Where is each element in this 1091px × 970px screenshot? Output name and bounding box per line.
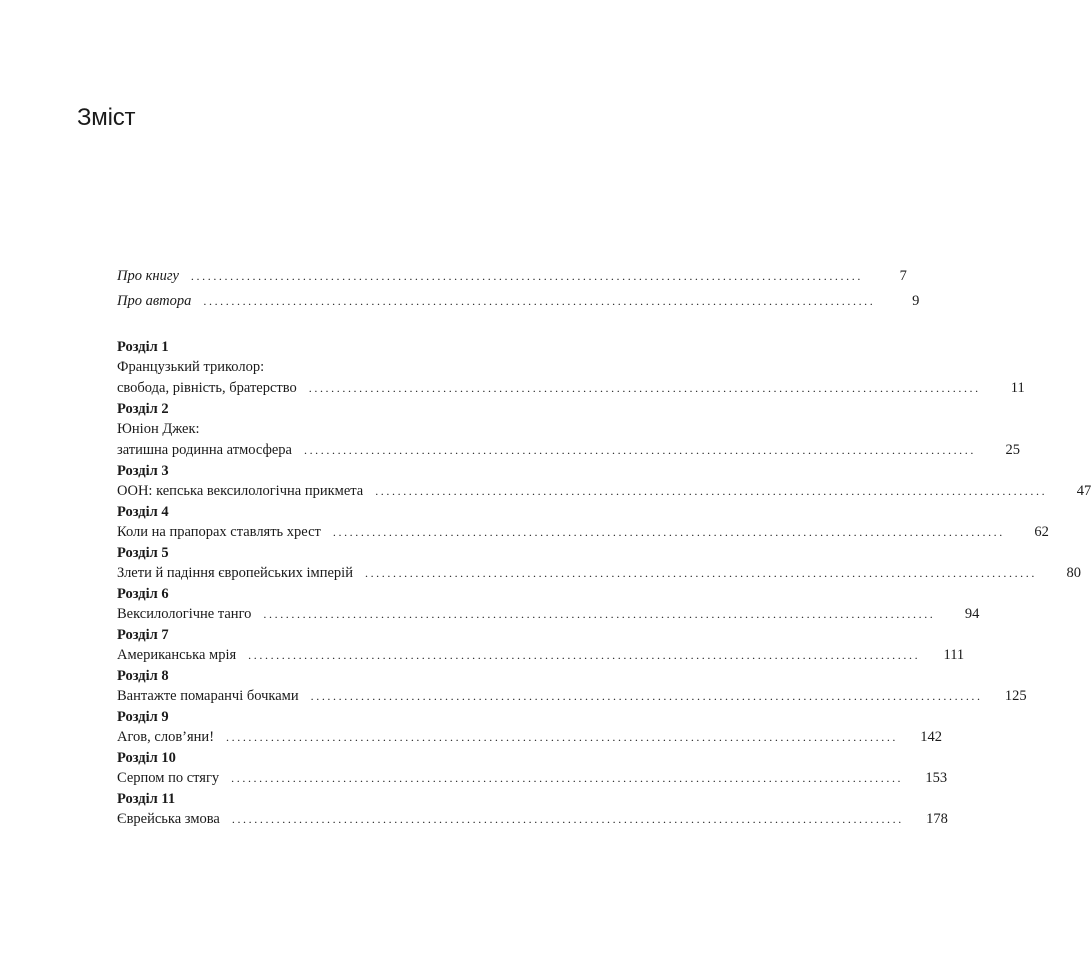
chapter-label: Розділ 10 xyxy=(117,750,176,766)
chapter-title: Вантажте помаранчі бочками xyxy=(117,688,299,704)
chapter-title: Злети й падіння європейських імперій xyxy=(117,565,353,581)
dot-leader: ........................................................................................................................ xyxy=(231,771,904,785)
chapter-label: Розділ 11 xyxy=(117,791,176,807)
chapter-title: Американська мрія xyxy=(117,647,237,663)
chapter-title-row xyxy=(117,809,948,830)
chapter-entry[interactable] xyxy=(117,707,943,748)
chapter-entry[interactable] xyxy=(117,666,1027,707)
chapter-list xyxy=(117,337,1091,830)
chapter-entry[interactable] xyxy=(117,502,1049,543)
chapter-entry[interactable] xyxy=(117,337,1025,399)
chapter-entry[interactable] xyxy=(117,789,948,830)
chapter-page: 153 xyxy=(925,770,948,786)
chapter-label: Розділ 4 xyxy=(117,504,169,520)
dot-leader: ........................................................................................................................ xyxy=(263,607,936,621)
chapter-title-row xyxy=(117,440,1020,461)
chapter-page: 25 xyxy=(1005,442,1020,458)
chapter-title-row xyxy=(117,604,980,625)
page-title: Зміст xyxy=(77,104,136,132)
dot-leader: ........................................................................................................................ xyxy=(203,294,876,308)
chapter-page: 11 xyxy=(1010,380,1025,396)
front-matter-list xyxy=(117,266,920,312)
chapter-title: свобода, рівність, братерство xyxy=(117,380,297,396)
chapter-title: Єврейська змова xyxy=(117,811,220,827)
chapter-title: Серпом по стягу xyxy=(117,770,220,786)
chapter-label: Розділ 9 xyxy=(117,709,169,725)
chapter-title: ООН: кепська вексилологічна прикмета xyxy=(117,483,364,499)
chapter-title-row xyxy=(117,522,1049,543)
chapter-title: Агов, слов’яни! xyxy=(117,729,215,745)
chapter-title-row xyxy=(117,686,1027,707)
chapter-page: 80 xyxy=(1066,565,1081,581)
chapter-label: Розділ 5 xyxy=(117,545,169,561)
toc-entry[interactable] xyxy=(117,266,907,287)
chapter-title: Коли на прапорах ставлять хрест xyxy=(117,524,321,540)
dot-leader: ........................................................................................................................ xyxy=(248,648,921,662)
chapter-label: Розділ 3 xyxy=(117,463,169,479)
dot-leader: ........................................................................................................................ xyxy=(364,566,1037,580)
toc-entry[interactable] xyxy=(117,291,920,312)
dot-leader: ........................................................................................................................ xyxy=(375,484,1048,498)
chapter-entry[interactable] xyxy=(117,584,980,625)
chapter-entry[interactable] xyxy=(117,748,948,789)
chapter-entry[interactable] xyxy=(117,461,1091,502)
chapter-page: 111 xyxy=(943,647,965,663)
chapter-title-line: Юніон Джек: xyxy=(117,421,200,437)
chapter-title-row xyxy=(117,645,965,666)
chapter-entry[interactable] xyxy=(117,399,1020,461)
toc-entry-page: 9 xyxy=(912,293,920,309)
chapter-title: затишна родинна атмосфера xyxy=(117,442,292,458)
chapter-label: Розділ 1 xyxy=(117,339,169,355)
chapter-title-row xyxy=(117,768,948,789)
chapter-title: Вексилологічне танго xyxy=(117,606,252,622)
chapter-label: Розділ 8 xyxy=(117,668,169,684)
chapter-title-row xyxy=(117,727,943,748)
dot-leader: ........................................................................................................................ xyxy=(190,269,863,283)
chapter-entry[interactable] xyxy=(117,543,1081,584)
chapter-label: Розділ 6 xyxy=(117,586,169,602)
chapter-page: 62 xyxy=(1034,524,1049,540)
toc-entry-title: Про книгу xyxy=(117,268,179,284)
chapter-title-row xyxy=(117,378,1025,399)
toc-entry-title: Про автора xyxy=(117,293,192,309)
chapter-label: Розділ 2 xyxy=(117,401,169,417)
chapter-page: 47 xyxy=(1076,483,1091,499)
chapter-page: 178 xyxy=(926,811,948,827)
chapter-title-row xyxy=(117,481,1091,502)
chapter-title-row xyxy=(117,563,1081,584)
dot-leader: ........................................................................................................................ xyxy=(226,730,899,744)
chapter-page: 94 xyxy=(964,606,980,622)
toc-entry-page: 7 xyxy=(899,268,907,284)
table-of-contents xyxy=(117,266,1091,830)
dot-leader: ........................................................................................................................ xyxy=(310,689,983,703)
dot-leader: ........................................................................................................................ xyxy=(303,443,976,457)
chapter-title-line: Французький триколор: xyxy=(117,359,265,375)
dot-leader: ........................................................................................................................ xyxy=(231,812,904,826)
chapter-page: 142 xyxy=(920,729,943,745)
chapter-label: Розділ 7 xyxy=(117,627,169,643)
dot-leader: ........................................................................................................................ xyxy=(308,381,981,395)
chapter-page: 125 xyxy=(1004,688,1027,704)
dot-leader: ........................................................................................................................ xyxy=(332,525,1005,539)
chapter-entry[interactable] xyxy=(117,625,965,666)
